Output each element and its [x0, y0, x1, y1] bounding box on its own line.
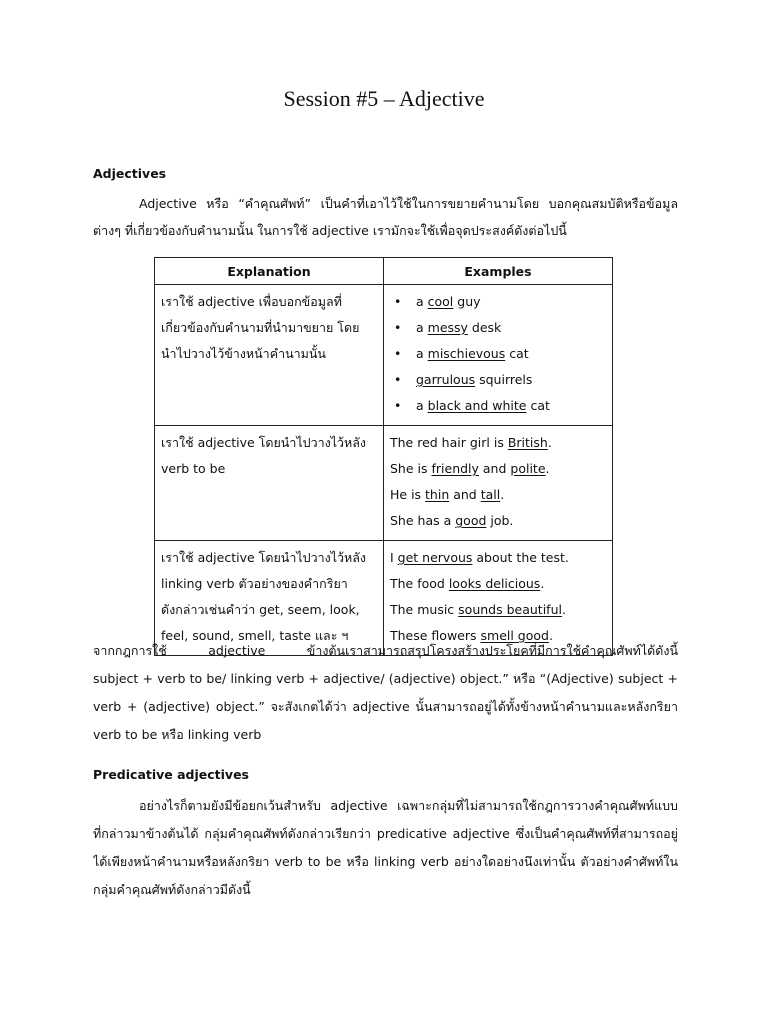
bullet-icon: •	[394, 294, 402, 309]
column-header-examples: Examples	[384, 258, 613, 285]
example-item: The food looks delicious.	[390, 576, 545, 591]
paragraph-line: verb to be หรือ linking verb	[93, 727, 262, 742]
explanation-line: เกี่ยวข้องกับคำนามที่นำมาขยาย โดย	[161, 320, 360, 335]
bullet-icon: •	[394, 372, 402, 387]
example-item: She has a good job.	[390, 513, 514, 528]
example-item: He is thin and tall.	[390, 487, 505, 502]
section-heading-predicative: Predicative adjectives	[93, 767, 249, 782]
paragraph-line: กลุ่มคำคุณศัพท์ดังกล่าวมีดังนี้	[93, 882, 251, 897]
table-row	[155, 541, 613, 656]
explanation-line: linking verb ตัวอย่างของคำกริยา	[161, 576, 348, 591]
paragraph-line: จากกฎการใช้ adjective ข้างต้นเราสามารถสรุปโครงสร้างประโยคที่มีการใช้คำคุณศัพท์ได้ดังนี้	[93, 643, 678, 658]
explanation-line: verb to be	[161, 461, 226, 476]
explanation-line: เราใช้ adjective เพื่อบอกข้อมูลที่	[161, 294, 342, 309]
explanation-line: feel, sound, smell, taste และ ฯ	[161, 628, 349, 643]
example-item: The music sounds beautiful.	[390, 602, 566, 617]
explanation-line: เราใช้ adjective โดยนำไปวางไว้หลัง	[161, 550, 367, 565]
paragraph-line: ได้เพียงหน้าคำนามหรือหลังกริยา verb to be หรือ linking verb อย่างใดอย่างนึงเท่านั้น ตัวอย่างคำศัพท์ใน	[93, 854, 678, 869]
bullet-icon: •	[394, 320, 402, 335]
example-item: • garrulous squirrels	[390, 367, 607, 393]
page-title: Session #5 – Adjective	[283, 86, 485, 111]
table-row	[155, 426, 613, 541]
example-item: She is friendly and polite.	[390, 461, 550, 476]
column-header-explanation: Explanation	[155, 258, 384, 285]
example-item: • a cool guy	[390, 289, 607, 315]
example-item: • a black and white cat	[390, 393, 607, 419]
example-item: These flowers smell good.	[390, 628, 553, 643]
paragraph-line: verb + (adjective) object.” จะสังเกตได้ว่า adjective นั้นสามารถอยู่ได้ทั้งข้างหน้าคำนามและหลังกริยา	[93, 699, 678, 714]
example-item: I get nervous about the test.	[390, 550, 569, 565]
table-row	[155, 285, 613, 426]
section-heading-adjectives: Adjectives	[93, 166, 167, 181]
adjective-usage-table	[154, 257, 613, 656]
explanation-line: นำไปวางไว้ข้างหน้าคำนามนั้น	[161, 346, 326, 361]
explanation-line: เราใช้ adjective โดยนำไปวางไว้หลัง	[161, 435, 367, 450]
paragraph-line: อย่างไรก็ตามยังมีข้อยกเว้นสำหรับ adjective เฉพาะกลุ่มที่ไม่สามารถใช้กฎการวางคำคุณศัพท์แบบ	[139, 798, 678, 813]
bullet-icon: •	[394, 398, 402, 413]
paragraph-line: ต่างๆ ที่เกี่ยวข้องกับคำนามนั้น ในการใช้ adjective เรามักจะใช้เพื่อจุดประสงค์ดังต่อไปนี้	[93, 223, 567, 238]
table-header-row	[155, 258, 613, 285]
bullet-icon: •	[394, 346, 402, 361]
example-item: The red hair girl is British.	[390, 435, 552, 450]
paragraph-line: ที่กล่าวมาข้างต้นได้ กลุ่มคำคุณศัพท์ดังกล่าวเรียกว่า predicative adjective ซึ่งเป็นคำคุณศัพท์ที่สามารถอยู่	[93, 826, 678, 841]
example-item: • a messy desk	[390, 315, 607, 341]
example-item: • a mischievous cat	[390, 341, 607, 367]
paragraph-line: subject + verb to be/ linking verb + adjective/ (adjective) object.” หรือ “(Adjective) subject +	[93, 671, 678, 686]
paragraph-line: Adjective หรือ “คำคุณศัพท์” เป็นคำที่เอาไว้ใช้ในการขยายคำนามโดย บอกคุณสมบัติหรือข้อมูล	[139, 196, 678, 211]
explanation-line: ดังกล่าวเช่นคำว่า get, seem, look,	[161, 602, 360, 617]
